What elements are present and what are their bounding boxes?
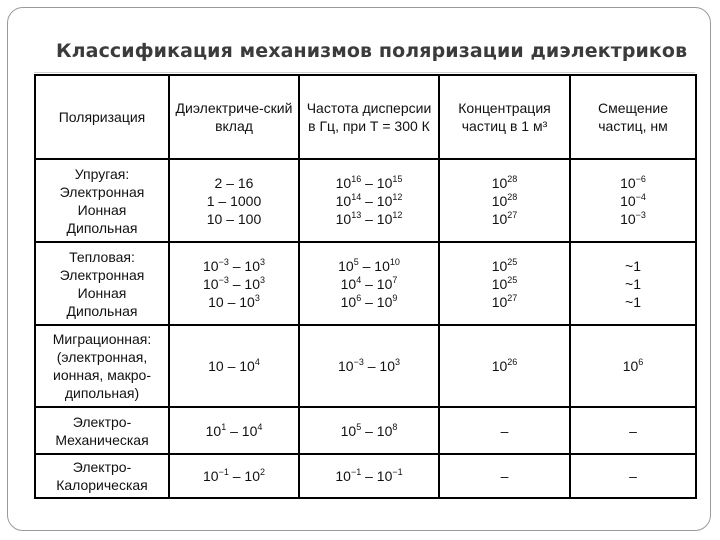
value-exponent: 14 (351, 191, 362, 202)
value-exponent: 4 (257, 421, 263, 432)
value-line (172, 174, 296, 192)
value-base: 10 (622, 358, 639, 374)
value-line (442, 257, 567, 275)
value-line (172, 257, 296, 275)
polarization-name-line: Электро- (72, 413, 132, 430)
value-range-separator: – 10 (358, 257, 390, 274)
value-base: 10 (335, 192, 352, 209)
value-base: 1 – 1000 (206, 192, 262, 209)
value-range-separator: – 10 (361, 422, 393, 439)
concentration-cell (439, 159, 570, 242)
value-exponent: 7 (392, 274, 398, 285)
value-base: 10 (340, 422, 357, 439)
value-exponent: 28 (507, 173, 518, 184)
value-base: 10 (491, 174, 508, 191)
value-range-separator: – 10 (228, 468, 260, 484)
value-exponent: −3 (353, 357, 364, 367)
value-line (442, 174, 567, 192)
value-range-separator: – 10 (361, 174, 393, 191)
value-base: 10 – 100 (206, 210, 262, 227)
value-exponent: 5 (353, 256, 359, 267)
value-exponent: 3 (259, 256, 265, 267)
polarization-name-line: Тепловая: (69, 248, 135, 265)
value-line (172, 275, 296, 293)
value-base: 10 (620, 210, 636, 227)
value-base: 10 (491, 210, 508, 227)
value-exponent: 5 (356, 421, 362, 432)
value-base: 10 (203, 468, 219, 484)
value-line (302, 174, 436, 192)
value-exponent: −3 (218, 256, 229, 267)
value-line (302, 275, 436, 293)
polarization-name-cell (35, 407, 169, 454)
value-exponent: 27 (507, 209, 518, 220)
polarization-name-line: Электро- (72, 459, 132, 475)
value-exponent: 16 (351, 173, 362, 184)
polarization-name-line: (электронная, (56, 349, 148, 365)
value-exponent: 6 (638, 357, 644, 367)
value-exponent: −1 (218, 467, 229, 477)
value-exponent: 2 (259, 467, 265, 477)
value-exponent: −1 (392, 467, 403, 477)
polarization-name-line: Механическая (55, 431, 149, 448)
polarization-name-line: Ионная (77, 201, 127, 218)
value-base: 10 (338, 358, 354, 374)
polarization-name-cell (35, 159, 169, 242)
value-base: 10 (491, 293, 508, 310)
value-exponent: 27 (507, 292, 518, 303)
value-line (573, 257, 693, 275)
value-line (302, 422, 436, 440)
title-divider (34, 72, 695, 73)
header-particle-concentration: Концентрация частиц в 1 м³ (439, 75, 570, 159)
displacement-cell (570, 325, 696, 407)
value-line (302, 357, 436, 375)
value-base: 10 – 10 (208, 358, 255, 374)
value-exponent: 3 (394, 357, 400, 367)
value-base: 10 (203, 275, 219, 292)
value-line (573, 467, 693, 485)
frequency-cell (299, 325, 439, 407)
value-range-separator: – 10 (361, 468, 393, 484)
value-exponent: 1 (221, 421, 227, 432)
value-base: – (629, 468, 637, 484)
value-line (442, 192, 567, 210)
slide-title: Классификация механизмов поляризации диэлектриков (56, 40, 688, 62)
table-row-thermal (35, 242, 696, 325)
displacement-cell (570, 159, 696, 242)
value-base: 10 (491, 358, 508, 374)
header-particle-displacement: Смещение частиц, нм (570, 75, 696, 159)
value-exponent: 3 (254, 292, 260, 303)
value-exponent: 12 (392, 191, 403, 202)
contribution-cell (169, 242, 299, 325)
value-base: 10 (491, 257, 508, 274)
concentration-cell (439, 325, 570, 407)
value-base: – (500, 468, 509, 484)
value-base: – (629, 422, 637, 439)
polarization-name-cell (35, 454, 169, 498)
header-dispersion-frequency: Частота дисперсии в Гц, при Т = 300 К (299, 75, 439, 159)
value-range-separator: – 10 (361, 275, 393, 292)
polarization-name-line: Электронная (59, 266, 145, 283)
value-base: ~1 (625, 275, 641, 292)
value-exponent: 8 (392, 421, 398, 432)
frequency-cell (299, 407, 439, 454)
contribution-cell (169, 325, 299, 407)
value-exponent: 12 (392, 209, 403, 220)
value-base: 10 (205, 422, 222, 439)
value-base: 10 (491, 275, 508, 292)
contribution-cell (169, 454, 299, 498)
value-exponent: 9 (392, 292, 398, 303)
polarization-name-cell (35, 242, 169, 325)
value-range-separator: – 10 (363, 358, 395, 374)
frequency-cell (299, 159, 439, 242)
value-line (302, 293, 436, 311)
value-line (442, 293, 567, 311)
value-line (442, 467, 567, 485)
value-base: ~1 (625, 257, 641, 274)
polarization-name-line: Упругая: (74, 165, 130, 182)
polarization-name-line: ионная, макро- (53, 367, 151, 383)
displacement-cell (570, 242, 696, 325)
table-row-elastic (35, 159, 696, 242)
value-base: 10 (335, 468, 351, 484)
value-line (302, 192, 436, 210)
concentration-cell (439, 454, 570, 498)
frequency-cell (299, 454, 439, 498)
concentration-cell (439, 407, 570, 454)
value-exponent: 13 (351, 209, 362, 220)
value-range-separator: – 10 (361, 192, 393, 209)
value-line (573, 192, 693, 210)
header-dielectric-contribution: Диэлектриче-ский вклад (169, 75, 299, 159)
polarization-name-line: Дипольная (66, 219, 138, 236)
header-polarization: Поляризация (35, 75, 169, 159)
value-line (302, 210, 436, 228)
value-exponent: −6 (635, 173, 646, 184)
displacement-cell (570, 454, 696, 498)
value-base: 10 (203, 257, 219, 274)
polarization-table (34, 74, 697, 499)
value-line (573, 210, 693, 228)
value-exponent: 4 (356, 274, 362, 285)
value-line (573, 422, 693, 440)
contribution-cell (169, 407, 299, 454)
value-base: ~1 (625, 293, 641, 310)
contribution-cell (169, 159, 299, 242)
polarization-name-line: дипольная) (64, 385, 140, 401)
value-base: 10 (335, 210, 352, 227)
value-base: 10 (491, 192, 508, 209)
value-exponent: 28 (507, 191, 518, 202)
value-base: 10 (335, 174, 352, 191)
value-line (442, 275, 567, 293)
value-line (442, 422, 567, 440)
polarization-name-cell (35, 325, 169, 407)
value-exponent: −1 (350, 467, 362, 477)
value-line (172, 357, 296, 375)
value-exponent: 10 (389, 256, 400, 267)
value-exponent: 4 (254, 357, 260, 367)
value-base: 10 (340, 275, 357, 292)
value-exponent: −3 (218, 274, 229, 285)
value-base: 10 (340, 293, 357, 310)
value-line (302, 257, 436, 275)
polarization-name-line: Электронная (59, 183, 145, 200)
value-line (573, 275, 693, 293)
value-base: 2 – 16 (214, 174, 254, 191)
value-line (172, 467, 296, 485)
value-exponent: 25 (507, 274, 518, 285)
polarization-name-line: Ионная (77, 284, 127, 301)
value-exponent: −3 (635, 209, 646, 220)
value-exponent: −4 (635, 191, 646, 202)
value-line (442, 210, 567, 228)
value-exponent: 3 (259, 274, 265, 285)
value-range-separator: – 10 (228, 275, 260, 292)
value-range-separator: – 10 (361, 210, 393, 227)
value-exponent: 25 (507, 256, 518, 267)
value-base: 10 (620, 192, 636, 209)
value-line (442, 357, 567, 375)
header-row (35, 75, 696, 159)
value-base: 10 (338, 257, 354, 274)
value-line (302, 467, 436, 485)
value-base: 10 – 10 (208, 293, 255, 310)
polarization-name-line: Миграционная: (52, 331, 152, 347)
displacement-cell (570, 407, 696, 454)
table-row-electrocaloric (35, 454, 696, 498)
value-line (172, 293, 296, 311)
frequency-cell (299, 242, 439, 325)
value-base: – (500, 422, 509, 439)
value-range-separator: – 10 (226, 422, 258, 439)
table-row-migration (35, 325, 696, 407)
value-exponent: 26 (507, 357, 518, 367)
value-range-separator: – 10 (361, 293, 393, 310)
value-range-separator: – 10 (228, 257, 260, 274)
value-line (573, 293, 693, 311)
value-exponent: 6 (356, 292, 362, 303)
value-exponent: 15 (392, 173, 403, 184)
polarization-name-line: Дипольная (66, 302, 138, 319)
value-line (172, 192, 296, 210)
table-row-electromechanical (35, 407, 696, 454)
value-line (172, 422, 296, 440)
concentration-cell (439, 242, 570, 325)
value-line (573, 174, 693, 192)
value-line (573, 357, 693, 375)
value-line (172, 210, 296, 228)
polarization-name-line: Калорическая (56, 477, 148, 493)
value-base: 10 (620, 174, 636, 191)
